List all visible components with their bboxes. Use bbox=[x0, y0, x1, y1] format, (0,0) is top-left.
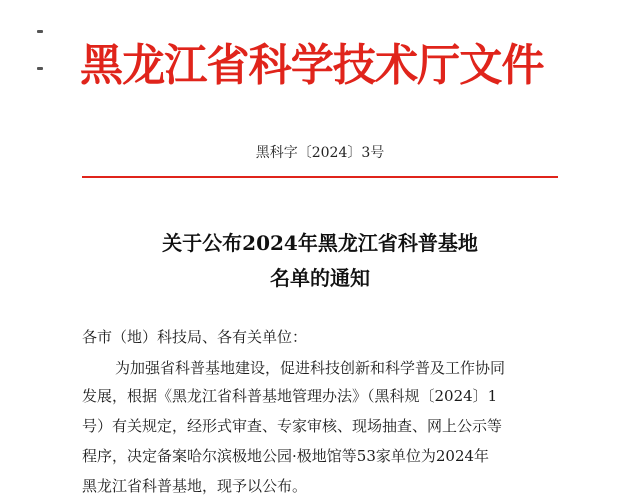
letterhead-title: 黑龙江省科学技术厅文件 bbox=[80, 40, 544, 91]
body-text-line: 程序，决定备案哈尔滨极地公园·极地馆等53家单位为2024年 bbox=[82, 447, 490, 465]
margin-mark bbox=[37, 67, 43, 70]
salutation: 各市（地）科技局、各有关单位： bbox=[82, 328, 308, 346]
document-number: 黑科字〔2024〕3号 bbox=[255, 145, 385, 161]
body-text-line: 黑龙江省科普基地，现予以公布。 bbox=[82, 477, 308, 495]
body-text-line: 发展，根据《黑龙江省科普基地管理办法》（黑科规〔2024〕1 bbox=[82, 387, 498, 405]
body-text-line: 为加强省科普基地建设，促进科技创新和科学普及工作协同 bbox=[115, 359, 506, 377]
red-divider-line bbox=[82, 176, 558, 178]
margin-mark bbox=[37, 30, 43, 33]
body-text-line: 号）有关规定，经形式审查、专家审核、现场抽查、网上公示等 bbox=[82, 417, 503, 435]
notice-title-line-2: 名单的通知 bbox=[270, 266, 370, 290]
notice-title-line-1: 关于公布2024年黑龙江省科普基地 bbox=[162, 231, 478, 255]
